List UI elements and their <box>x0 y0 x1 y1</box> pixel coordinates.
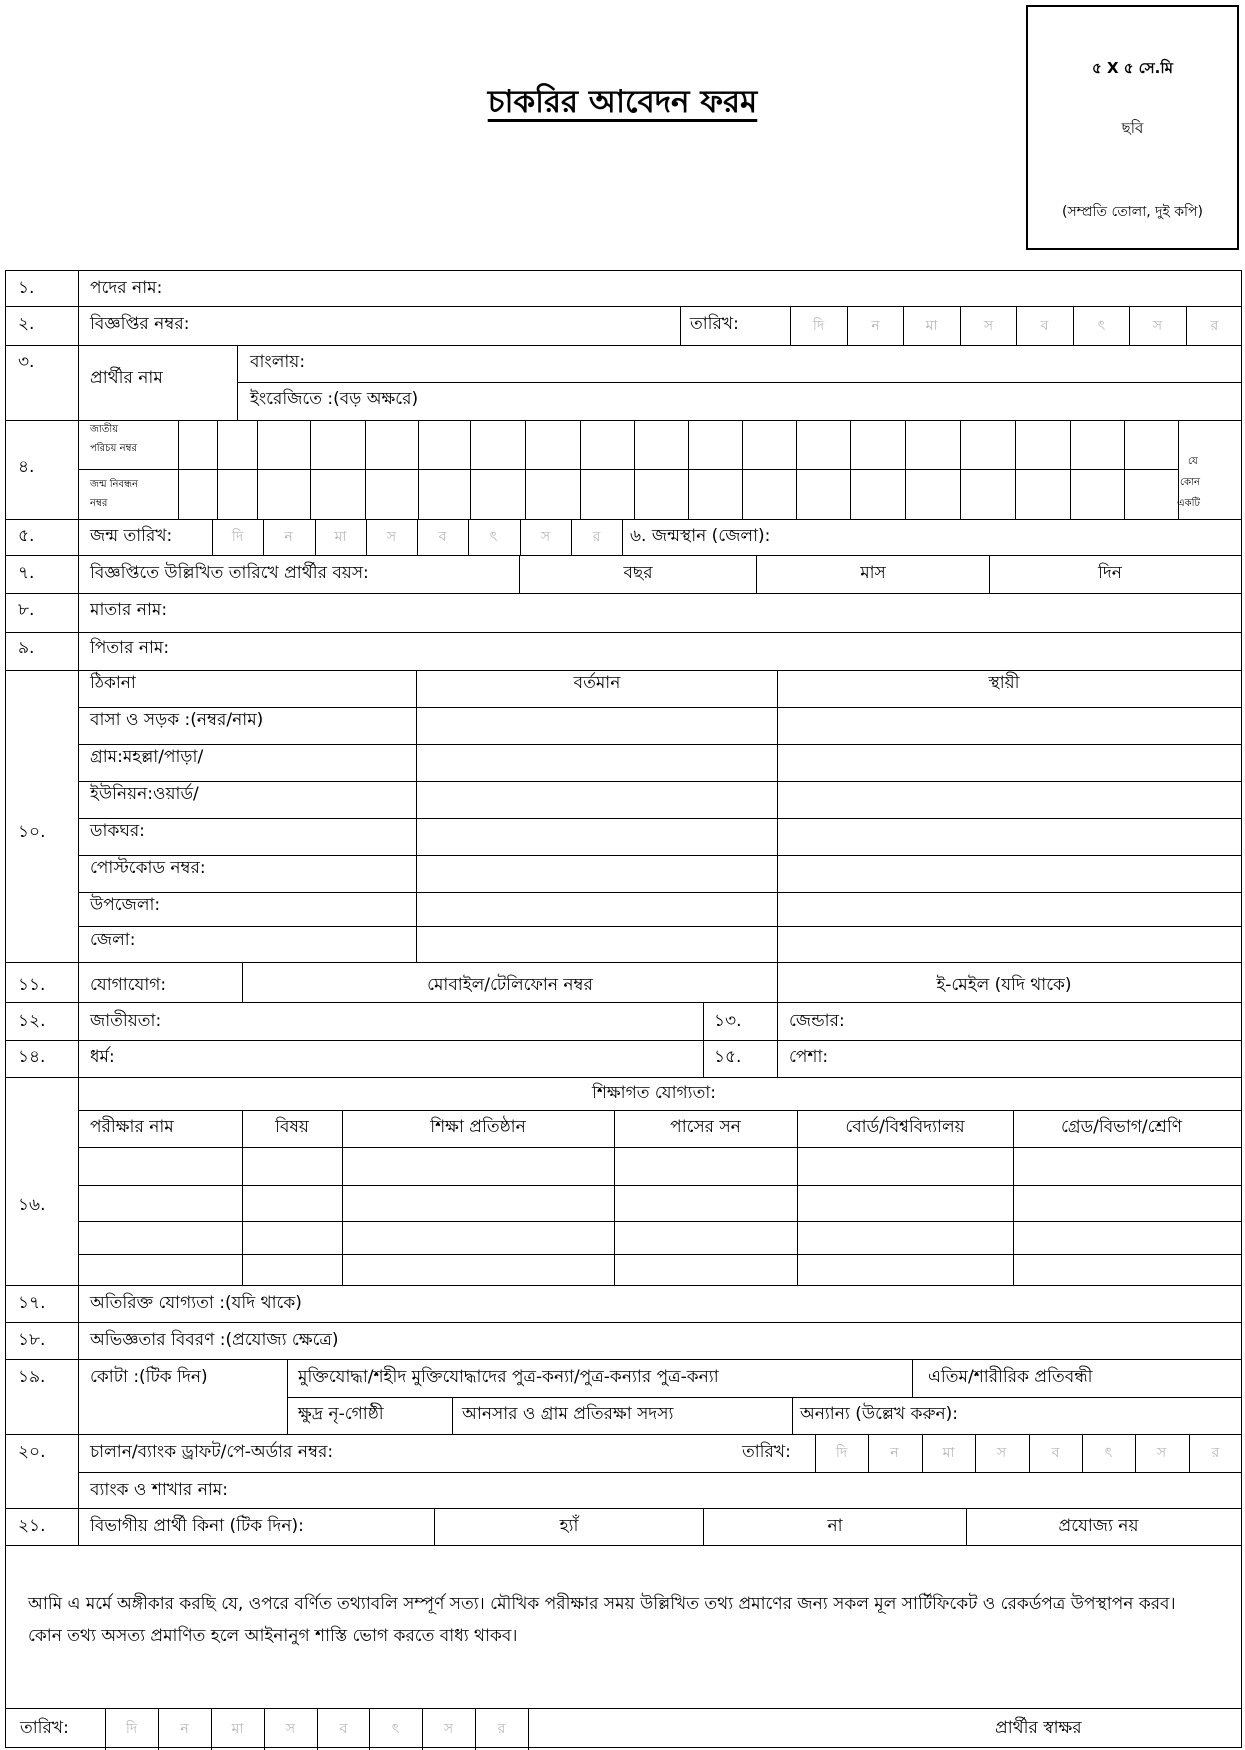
table-rule <box>756 555 757 593</box>
table-rule <box>5 1434 1242 1435</box>
birth-date-box[interactable]: মা <box>334 529 347 545</box>
table-rule <box>680 306 681 345</box>
table-rule <box>78 926 1242 927</box>
nid-label-1: জাতীয় <box>90 424 119 435</box>
table-rule <box>777 670 778 962</box>
table-rule <box>5 1002 1242 1003</box>
circular-date-box[interactable]: স <box>983 318 994 334</box>
footer-date-box[interactable]: ন <box>180 1721 189 1737</box>
brn-label-1: জন্ম নিবন্ধন <box>90 479 138 490</box>
table-rule <box>217 420 218 519</box>
mother-name-label: মাতার নাম: <box>90 600 168 620</box>
gender-label: জেন্ডার: <box>789 1011 845 1031</box>
quota-orphan-disabled[interactable]: এতিম/শারীরিক প্রতিবন্ধী <box>928 1367 1093 1387</box>
table-rule <box>287 1359 288 1434</box>
table-rule <box>777 962 778 1002</box>
table-rule <box>960 420 961 519</box>
form-title: চাকরির আবেদন ফরম <box>487 84 758 120</box>
circular-number-label: বিজ্ঞপ্তির নম্বর: <box>90 314 190 334</box>
table-rule <box>237 382 1242 383</box>
table-rule <box>966 1508 967 1545</box>
table-rule <box>1070 420 1071 519</box>
table-rule <box>78 781 1242 782</box>
table-rule <box>5 632 1242 633</box>
circular-date-box[interactable]: মা <box>925 318 938 334</box>
row-number: ২১. <box>18 1516 46 1536</box>
table-rule <box>5 1285 1242 1286</box>
address-header: ঠিকানা <box>90 673 136 693</box>
address-item-label: ডাকঘর: <box>90 821 145 841</box>
birth-date-box[interactable]: ন <box>284 529 293 545</box>
photo-size: ৫ X ৫ সে.মি <box>1091 59 1173 77</box>
any-one-note: কোন <box>1180 477 1200 488</box>
quota-ethnic[interactable]: ক্ষুদ্র নৃ-গোষ্ঠী <box>298 1404 384 1424</box>
declaration-text: আমি এ মর্মে অঙ্গীকার করছি যে, ওপরে বর্ণিত তথ্যাবলি সম্পূর্ণ সত্য। মৌখিক পরীক্ষার সময় উল্লিখিত তথ্য প্রমাণের জন্য সকল মূল সার্টিফিকেট ও রেকর্ডপত্র উপস্থাপন করব। কোন তথ্য অসত্য প্রমাণিত হলে আইনানুগ শাস্তি ভোগ করতে বাধ্য থাকব। <box>28 1594 1176 1646</box>
nationality-label: জাতীয়তা: <box>90 1011 162 1031</box>
option-not-applicable[interactable]: প্রযোজ্য নয় <box>1058 1516 1139 1536</box>
education-col-header: শিক্ষা প্রতিষ্ঠান <box>430 1117 526 1137</box>
table-rule <box>688 420 689 519</box>
challan-date-label: তারিখ: <box>742 1442 791 1462</box>
age-day: দিন <box>1098 563 1122 583</box>
table-rule <box>905 420 906 519</box>
table-rule <box>703 1508 704 1545</box>
row-number: ১৮. <box>18 1330 46 1350</box>
table-rule <box>5 1545 1242 1546</box>
circular-date-box[interactable]: দি <box>812 318 825 334</box>
table-rule <box>452 1397 453 1434</box>
challan-date-box[interactable]: ৎ <box>1104 1445 1113 1461</box>
footer-date-label: তারিখ: <box>20 1718 69 1738</box>
table-rule <box>257 420 258 519</box>
table-rule <box>78 744 1242 745</box>
any-one-note: যে <box>1188 456 1198 467</box>
table-rule <box>78 1110 1242 1111</box>
table-rule <box>470 420 471 519</box>
table-rule <box>5 593 1242 594</box>
departmental-label: বিভাগীয় প্রার্থী কিনা (টিক দিন): <box>90 1516 304 1536</box>
table-rule <box>78 1147 1242 1148</box>
table-rule <box>580 420 581 519</box>
post-name-label: পদের নাম: <box>90 278 163 298</box>
quota-freedom-fighter[interactable]: মুক্তিযোদ্ধা/শহীদ মুক্তিযোদ্ধাদের পুত্র-কন্যা/পুত্র-কন্যার পুত্র-কন্যা <box>298 1367 719 1387</box>
circular-date-box[interactable]: র <box>1210 318 1219 334</box>
brn-label-2: নম্বর <box>90 498 108 509</box>
birth-date-box[interactable]: ব <box>438 529 447 545</box>
table-rule <box>237 345 238 420</box>
table-rule <box>1124 420 1125 519</box>
table-rule <box>418 420 419 519</box>
signature-label: প্রার্থীর স্বাক্ষর <box>995 1718 1082 1738</box>
challan-date-box[interactable]: র <box>1211 1445 1220 1461</box>
table-rule <box>850 420 851 519</box>
age-year: বছর <box>623 563 653 583</box>
table-rule <box>634 420 635 519</box>
circular-date-label: তারিখ: <box>690 314 739 334</box>
table-rule <box>519 555 520 593</box>
row-number: ১১. <box>18 975 46 995</box>
education-col-header: বোর্ড/বিশ্ববিদ্যালয় <box>845 1117 965 1137</box>
table-rule <box>5 1359 1242 1360</box>
email-header: ই-মেইল (যদি থাকে) <box>936 975 1072 995</box>
row-number: ১. <box>18 278 35 298</box>
footer-date-box[interactable]: স <box>285 1721 296 1737</box>
table-rule <box>242 962 243 1002</box>
post-name-field[interactable] <box>300 274 1230 302</box>
challan-date-box[interactable]: ন <box>890 1445 899 1461</box>
circular-date-box[interactable]: স <box>1152 318 1163 334</box>
education-col-header: পরীক্ষার নাম <box>90 1117 174 1137</box>
photo-label: ছবি <box>1121 119 1144 137</box>
bank-branch-label: ব্যাংক ও শাখার নাম: <box>90 1480 228 1500</box>
row-number: ২০. <box>18 1442 46 1462</box>
option-no[interactable]: না <box>827 1516 843 1536</box>
religion-label: ধর্ম: <box>90 1047 115 1067</box>
footer-date-box[interactable]: র <box>497 1721 506 1737</box>
challan-date-box[interactable]: স <box>1156 1445 1167 1461</box>
birth-date-box[interactable]: স <box>540 529 551 545</box>
row-number: ১৯. <box>18 1367 46 1387</box>
nid-label-2: পরিচয় নম্বর <box>90 443 137 454</box>
row-number: ১৬. <box>18 1195 46 1215</box>
table-rule <box>78 855 1242 856</box>
row-number: ১৭. <box>18 1293 46 1313</box>
footer-date-box[interactable]: ৎ <box>391 1721 400 1737</box>
row-number: ১৫. <box>714 1047 742 1067</box>
table-rule <box>78 270 79 1545</box>
table-rule <box>5 670 1242 671</box>
row-number: ১৩. <box>714 1011 742 1031</box>
extra-qualification-label: অতিরিক্ত যোগ্যতা :(যদি থাকে) <box>90 1293 302 1313</box>
age-month: মাস <box>860 563 886 583</box>
table-rule <box>5 345 1242 346</box>
present-address-header: বর্তমান <box>573 673 621 693</box>
row-number: ২. <box>18 314 35 334</box>
photo-note: (সম্প্রতি তোলা, দুই কপি) <box>1061 204 1203 220</box>
challan-date-box[interactable]: স <box>996 1445 1007 1461</box>
table-rule <box>1015 420 1016 519</box>
table-rule <box>365 420 366 519</box>
table-rule <box>5 1508 1242 1509</box>
birth-date-box[interactable]: ৎ <box>489 529 498 545</box>
name-bangla-label: বাংলায়: <box>250 352 306 372</box>
address-item-label: উপজেলা: <box>90 895 161 915</box>
circular-date-box[interactable]: ন <box>871 318 880 334</box>
table-rule <box>1178 420 1179 519</box>
birth-date-box[interactable]: স <box>386 529 397 545</box>
table-rule <box>525 420 526 519</box>
permanent-address-header: স্থায়ী <box>988 673 1020 693</box>
table-rule <box>78 469 1178 470</box>
table-rule <box>78 1472 1242 1473</box>
address-item-label: পোস্টকোড নম্বর: <box>90 858 206 878</box>
table-rule <box>5 1040 1242 1041</box>
education-col-header: পাসের সন <box>670 1117 741 1137</box>
experience-label: অভিজ্ঞতার বিবরণ :(প্রযোজ্য ক্ষেত্রে) <box>90 1330 339 1350</box>
table-rule <box>5 420 1242 421</box>
quota-other[interactable]: অন্যান্য (উল্লেখ করুন): <box>800 1404 959 1424</box>
row-number: ৩. <box>18 352 35 372</box>
table-rule <box>78 1254 1242 1255</box>
occupation-label: পেশা: <box>789 1047 829 1067</box>
challan-date-box[interactable]: মা <box>942 1445 955 1461</box>
table-rule <box>5 962 1242 963</box>
option-yes[interactable]: হ্যাঁ <box>559 1516 579 1536</box>
table-rule <box>912 1359 913 1397</box>
footer-date-box[interactable]: দি <box>125 1721 138 1737</box>
table-rule <box>5 519 1242 520</box>
address-item-label: জেলা: <box>90 930 136 950</box>
age-label: বিজ্ঞপ্তিতে উল্লিখিত তারিখে প্রার্থীর বয়স: <box>90 563 369 583</box>
table-rule <box>78 707 1242 708</box>
photo-box[interactable] <box>1026 5 1239 250</box>
name-english-label: ইংরেজিতে :(বড় অক্ষরে) <box>250 389 419 409</box>
row-number: ১০. <box>18 822 46 842</box>
birthplace-label: ৬. জন্মস্থান (জেলা): <box>630 526 771 546</box>
mobile-header: মোবাইল/টেলিফোন নম্বর <box>427 975 593 995</box>
table-rule <box>5 555 1242 556</box>
table-rule <box>742 420 743 519</box>
table-rule <box>416 670 417 962</box>
table-rule <box>78 1221 1242 1222</box>
table-rule <box>5 1322 1242 1323</box>
address-item-label: ইউনিয়ন:ওয়ার্ড/ <box>90 784 199 804</box>
birth-date-label: জন্ম তারিখ: <box>90 526 173 546</box>
table-rule <box>78 892 1242 893</box>
table-rule <box>310 420 311 519</box>
education-col-header: বিষয় <box>275 1117 309 1137</box>
row-number: ৪. <box>18 457 35 477</box>
row-number: ৫. <box>18 526 35 546</box>
row-number: ১২. <box>18 1011 46 1031</box>
footer-date-box[interactable]: মা <box>231 1721 244 1737</box>
table-rule <box>777 1002 778 1077</box>
table-rule <box>78 1185 1242 1186</box>
table-rule <box>528 1708 529 1750</box>
challan-date-box[interactable]: দি <box>835 1445 848 1461</box>
table-rule <box>792 1397 793 1434</box>
table-rule <box>5 306 1242 307</box>
table-rule <box>989 555 990 593</box>
any-one-note: একটি <box>1177 498 1200 509</box>
row-number: ৮. <box>18 600 35 620</box>
table-rule <box>434 1508 435 1545</box>
table-rule <box>5 1077 1242 1078</box>
circular-date-box[interactable]: ব <box>1040 318 1049 334</box>
table-rule <box>796 420 797 519</box>
birth-date-box[interactable]: দি <box>231 529 244 545</box>
table-rule <box>78 818 1242 819</box>
table-rule <box>287 1397 1242 1398</box>
address-item-label: গ্রাম:মহল্লা/পাড়া/ <box>90 747 204 767</box>
quota-label: কোটা :(টিক দিন) <box>90 1367 208 1387</box>
table-rule <box>5 1708 1242 1709</box>
footer-date-box[interactable]: স <box>443 1721 454 1737</box>
education-title: শিক্ষাগত যোগ্যতা: <box>591 1083 717 1103</box>
footer-date-box[interactable]: ব <box>339 1721 348 1737</box>
row-number: ১৪. <box>18 1047 46 1067</box>
father-name-label: পিতার নাম: <box>90 638 170 658</box>
circular-date-box[interactable]: ৎ <box>1097 318 1106 334</box>
table-rule <box>178 420 179 519</box>
address-item-label: বাসা ও সড়ক :(নম্বর/নাম) <box>90 710 264 730</box>
table-rule <box>622 519 623 555</box>
quota-ansar-vdp[interactable]: আনসার ও গ্রাম প্রতিরক্ষা সদস্য <box>462 1404 674 1424</box>
challan-label: চালান/ব্যাংক ড্রাফট/পে-অর্ডার নম্বর: <box>90 1442 334 1462</box>
table-rule <box>703 1002 704 1077</box>
row-number: ৭. <box>18 563 35 583</box>
education-col-header: গ্রেড/বিভাগ/শ্রেণি <box>1060 1117 1183 1137</box>
birth-date-box[interactable]: র <box>592 529 601 545</box>
applicant-name-label: প্রার্থীর নাম <box>90 368 163 388</box>
row-number: ৯. <box>18 638 35 658</box>
challan-date-box[interactable]: ব <box>1051 1445 1060 1461</box>
contact-label: যোগাযোগ: <box>90 975 167 995</box>
